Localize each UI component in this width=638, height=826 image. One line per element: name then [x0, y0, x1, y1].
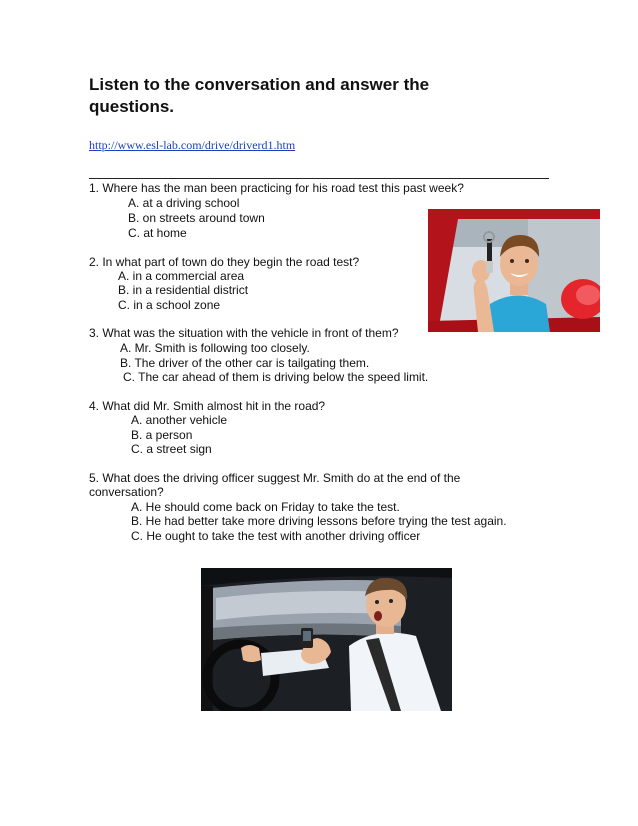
question-3: 3. What was the situation with the vehicle in front of them?: [89, 326, 399, 340]
question-1-option-b: B. on streets around town: [128, 211, 265, 225]
question-2-option-a: A. in a commercial area: [118, 269, 245, 283]
question-1-option-c: C. at home: [128, 226, 187, 240]
question-5-line-2: conversation?: [89, 485, 164, 499]
question-4-option-b: B. a person: [131, 428, 193, 442]
question-2-option-b: B. in a residential district: [118, 283, 249, 297]
question-4-option-a: A. another vehicle: [131, 413, 228, 427]
question-3-option-c: C. The car ahead of them is driving below the speed limit.: [123, 370, 429, 384]
question-2-option-c: C. in a school zone: [118, 298, 221, 312]
question-2: 2. In what part of town do they begin the road test?: [89, 255, 360, 269]
driver-with-phone-illustration: [201, 568, 452, 711]
question-4-option-c: C. a street sign: [131, 442, 212, 456]
question-3-option-a: A. Mr. Smith is following too closely.: [120, 341, 310, 355]
question-1-option-a: A. at a driving school: [128, 196, 240, 210]
divider-line: [89, 178, 549, 179]
man-in-car-illustration: [428, 209, 600, 332]
page-title: Listen to the conversation and answer the questions.: [89, 75, 430, 116]
question-5-option-c: C. He ought to take the test with another driving officer: [131, 529, 421, 543]
question-5-option-a: A. He should come back on Friday to take the test.: [131, 500, 400, 514]
question-4: 4. What did Mr. Smith almost hit in the road?: [89, 399, 326, 413]
question-3-option-b: B. The driver of the other car is tailgating them.: [120, 356, 370, 370]
question-5-line-1: 5. What does the driving officer suggest Mr. Smith do at the end of the: [89, 471, 461, 485]
question-1: 1. Where has the man been practicing for his road test this past week?: [89, 181, 464, 195]
question-5-option-b: B. He had better take more driving lessons before trying the test again.: [131, 514, 507, 528]
source-link[interactable]: http://www.esl-lab.com/drive/driverd1.htm: [89, 138, 296, 152]
man-in-car-photo: [428, 209, 600, 332]
driver-with-phone-photo: [201, 568, 452, 711]
